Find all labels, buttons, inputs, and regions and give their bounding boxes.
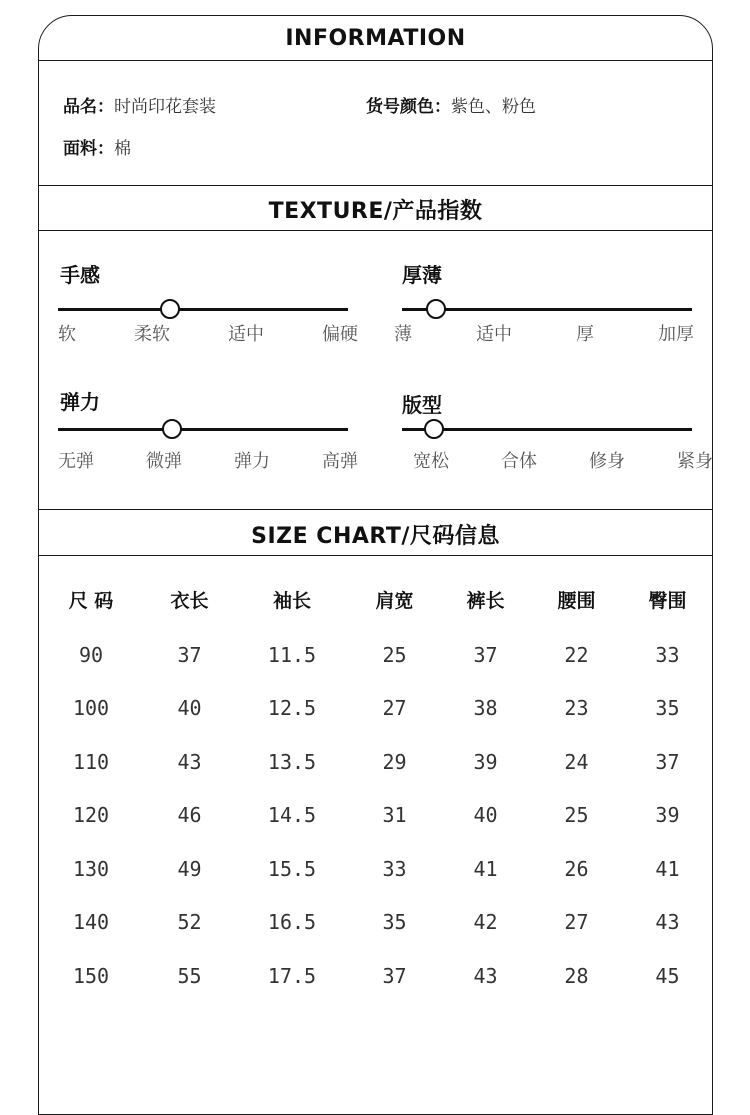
fabric-value: 棉 (114, 139, 131, 159)
table-cell: 38 (473, 696, 498, 721)
column-header: 肩宽 (375, 589, 414, 612)
hand-feel-slider (58, 308, 348, 311)
table-cell: 37 (177, 642, 202, 667)
scale-tick: 紧身 (677, 451, 713, 472)
table-cell: 16.5 (267, 910, 317, 935)
table-cell: 90 (78, 642, 104, 667)
column-header: 袖长 (272, 589, 311, 612)
table-cell: 43 (655, 910, 680, 935)
table-cell: 15.5 (267, 856, 317, 881)
size-chart-title: SIZE CHART/尺码信息 (251, 524, 500, 549)
table-cell: 12.5 (267, 696, 317, 721)
fit-slider-knob (424, 419, 444, 439)
table-cell: 14.5 (267, 803, 317, 828)
divider (38, 555, 713, 556)
scale-tick: 加厚 (658, 324, 694, 345)
texture-label-fit: 版型 (402, 393, 442, 417)
divider (38, 509, 713, 510)
scale-tick: 适中 (228, 324, 264, 345)
scale-tick: 微弹 (146, 451, 182, 472)
table-cell: 35 (655, 696, 680, 721)
table-cell: 17.5 (267, 963, 317, 988)
column-header: 尺 码 (68, 589, 114, 612)
table-row (38, 896, 713, 950)
scale-tick: 合体 (501, 451, 537, 472)
table-row (38, 628, 713, 682)
column-header: 腰围 (557, 589, 596, 612)
table-cell: 110 (72, 749, 110, 774)
table-cell: 130 (72, 856, 110, 881)
item-color-row (366, 92, 536, 117)
scale-tick: 偏硬 (322, 324, 358, 345)
scale-tick: 厚 (576, 324, 594, 345)
table-cell: 26 (564, 856, 589, 881)
table-cell: 28 (564, 963, 589, 988)
divider (38, 185, 713, 186)
table-cell: 42 (473, 910, 498, 935)
texture-label-elasticity: 弹力 (60, 390, 100, 414)
table-cell: 37 (382, 963, 407, 988)
table-cell: 25 (382, 642, 407, 667)
table-cell: 40 (177, 696, 202, 721)
table-cell: 41 (473, 856, 498, 881)
table-row (38, 949, 713, 1003)
column-header: 衣长 (170, 589, 209, 612)
table-header-row (38, 570, 713, 628)
texture-label-thickness: 厚薄 (402, 263, 442, 287)
table-cell: 45 (655, 963, 680, 988)
column-header: 臀围 (648, 589, 687, 612)
thickness-slider-knob (426, 299, 446, 319)
scale-tick: 弹力 (234, 451, 270, 472)
table-cell: 27 (382, 696, 407, 721)
hand-feel-slider-knob (160, 299, 180, 319)
table-cell: 37 (473, 642, 498, 667)
product-name-row (63, 92, 216, 117)
product-name-value: 时尚印花套装 (114, 97, 216, 117)
table-cell: 13.5 (267, 749, 317, 774)
table-cell: 55 (177, 963, 202, 988)
column-header: 裤长 (466, 589, 505, 612)
table-cell: 29 (382, 749, 407, 774)
scale-tick: 高弹 (322, 451, 358, 472)
scale-tick: 修身 (589, 451, 625, 472)
texture-label-hand-feel: 手感 (60, 263, 100, 287)
table-row (38, 682, 713, 736)
table-cell: 37 (655, 749, 680, 774)
table-cell: 52 (177, 910, 202, 935)
fabric-label: 面料： (63, 139, 114, 159)
fit-scale (413, 447, 713, 473)
table-cell: 39 (473, 749, 498, 774)
fit-slider (402, 428, 692, 431)
fabric-row (63, 134, 131, 159)
information-title: INFORMATION (285, 26, 466, 51)
thickness-scale (394, 320, 694, 346)
size-chart-table (38, 570, 713, 1003)
table-cell: 46 (177, 803, 202, 828)
table-cell: 150 (72, 963, 110, 988)
product-name-label: 品名： (63, 97, 114, 117)
divider (38, 230, 713, 231)
table-cell: 22 (564, 642, 589, 667)
table-cell: 40 (473, 803, 498, 828)
scale-tick: 无弹 (58, 451, 94, 472)
table-cell: 33 (382, 856, 407, 881)
table-cell: 11.5 (267, 642, 317, 667)
scale-tick: 适中 (476, 324, 512, 345)
table-row (38, 789, 713, 843)
scale-tick: 软 (58, 324, 76, 345)
table-cell: 23 (564, 696, 589, 721)
table-cell: 140 (72, 910, 110, 935)
elasticity-slider-knob (162, 419, 182, 439)
table-cell: 120 (72, 803, 110, 828)
item-color-label: 货号颜色： (366, 97, 451, 117)
item-color-value: 紫色、粉色 (451, 97, 536, 117)
table-cell: 35 (382, 910, 407, 935)
hand-feel-scale (58, 320, 358, 346)
table-cell: 43 (177, 749, 202, 774)
scale-tick: 薄 (394, 324, 412, 345)
scale-tick: 宽松 (413, 451, 449, 472)
texture-title: TEXTURE/产品指数 (268, 199, 483, 224)
table-row (38, 735, 713, 789)
table-cell: 100 (72, 696, 110, 721)
table-cell: 43 (473, 963, 498, 988)
table-cell: 49 (177, 856, 202, 881)
scale-tick: 柔软 (134, 324, 170, 345)
thickness-slider (402, 308, 692, 311)
table-cell: 39 (655, 803, 680, 828)
table-cell: 24 (564, 749, 589, 774)
table-cell: 27 (564, 910, 589, 935)
elasticity-slider (58, 428, 348, 431)
table-cell: 33 (655, 642, 680, 667)
elasticity-scale (58, 447, 358, 473)
table-cell: 41 (655, 856, 680, 881)
table-cell: 31 (382, 803, 407, 828)
divider (38, 60, 713, 61)
table-cell: 25 (564, 803, 589, 828)
table-row (38, 842, 713, 896)
